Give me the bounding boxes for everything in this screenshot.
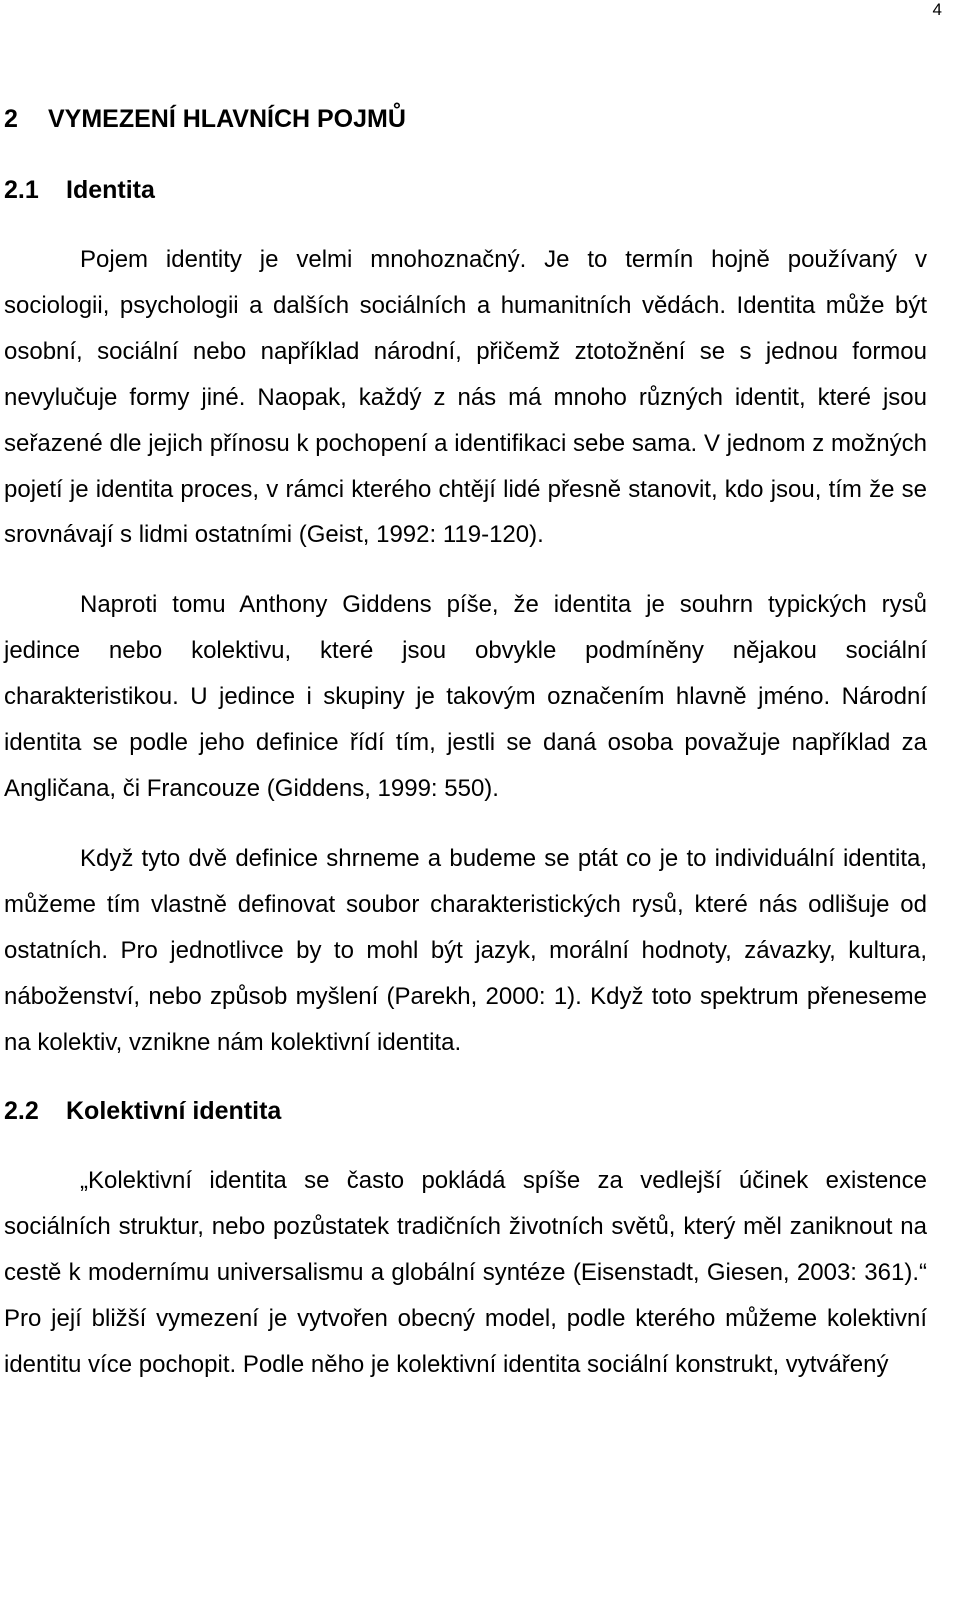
section-number: 2.2 <box>4 1097 39 1126</box>
section-heading-identita <box>4 167 927 213</box>
page-number: 4 <box>932 0 942 19</box>
paragraph: „Kolektivní identita se často pokládá spíše za vedlejší účinek existence sociálních struktur, nebo pozůstatek tradičních životních světů, který měl zaniknout na cestě k modernímu universalismu a globální syntéze (Eisenstadt, Giesen, 2003: 361).“ Pro její bližší vymezení je vytvořen obecný model, podle kterého můžeme kolektivní identitu více pochopit. Podle něho je kolektivní identita sociální konstrukt, vytvářený <box>4 1167 927 1379</box>
paragraph: Pojem identity je velmi mnohoznačný. Je to termín hojně používaný v sociologii, psychologii a dalších sociálních a humanitních vědách. Identita může být osobní, sociální nebo například národní, přičemž ztotožnění se s jednou formou nevylučuje formy jiné. Naopak, každý z nás má mnoho různých identit, které jsou seřazené dle jejich přínosu k pochopení a identifikaci sebe sama. V jednom z možných pojetí je identita proces, v rámci kterého chtějí lidé přesně stanovit, kdo jsou, tím že se srovnávají s lidmi ostatními (Geist, 1992: 119-120). <box>4 246 927 549</box>
section-number: 2.1 <box>4 176 39 204</box>
document-body <box>4 96 927 1388</box>
section-title: Kolektivní identita <box>66 1097 282 1126</box>
chapter-title: VYMEZENÍ HLAVNÍCH POJMŮ <box>48 105 406 133</box>
chapter-heading <box>4 96 927 142</box>
paragraph: Naproti tomu Anthony Giddens píše, že identita je souhrn typických rysů jedince nebo kolektivu, které jsou obvykle podmíněny nějakou sociální charakteristikou. U jedince i skupiny je takovým označením hlavně jméno. Národní identita se podle jeho definice řídí tím, jestli se daná osoba považuje například za Angličana, či Francouze (Giddens, 1999: 550). <box>4 591 927 802</box>
chapter-number: 2 <box>4 105 18 133</box>
paragraph: Když tyto dvě definice shrneme a budeme se ptát co je to individuální identita, můžeme tím vlastně definovat soubor charakteristických rysů, které nás odlišuje od ostatních. Pro jednotlivce by to mohl být jazyk, morální hodnoty, závazky, kultura, náboženství, nebo způsob myšlení (Parekh, 2000: 1). Když toto spektrum přeneseme na kolektiv, vznikne nám kolektivní identita. <box>4 844 927 1056</box>
section-heading-kolektivni <box>4 1088 927 1134</box>
section-title: Identita <box>66 176 155 204</box>
